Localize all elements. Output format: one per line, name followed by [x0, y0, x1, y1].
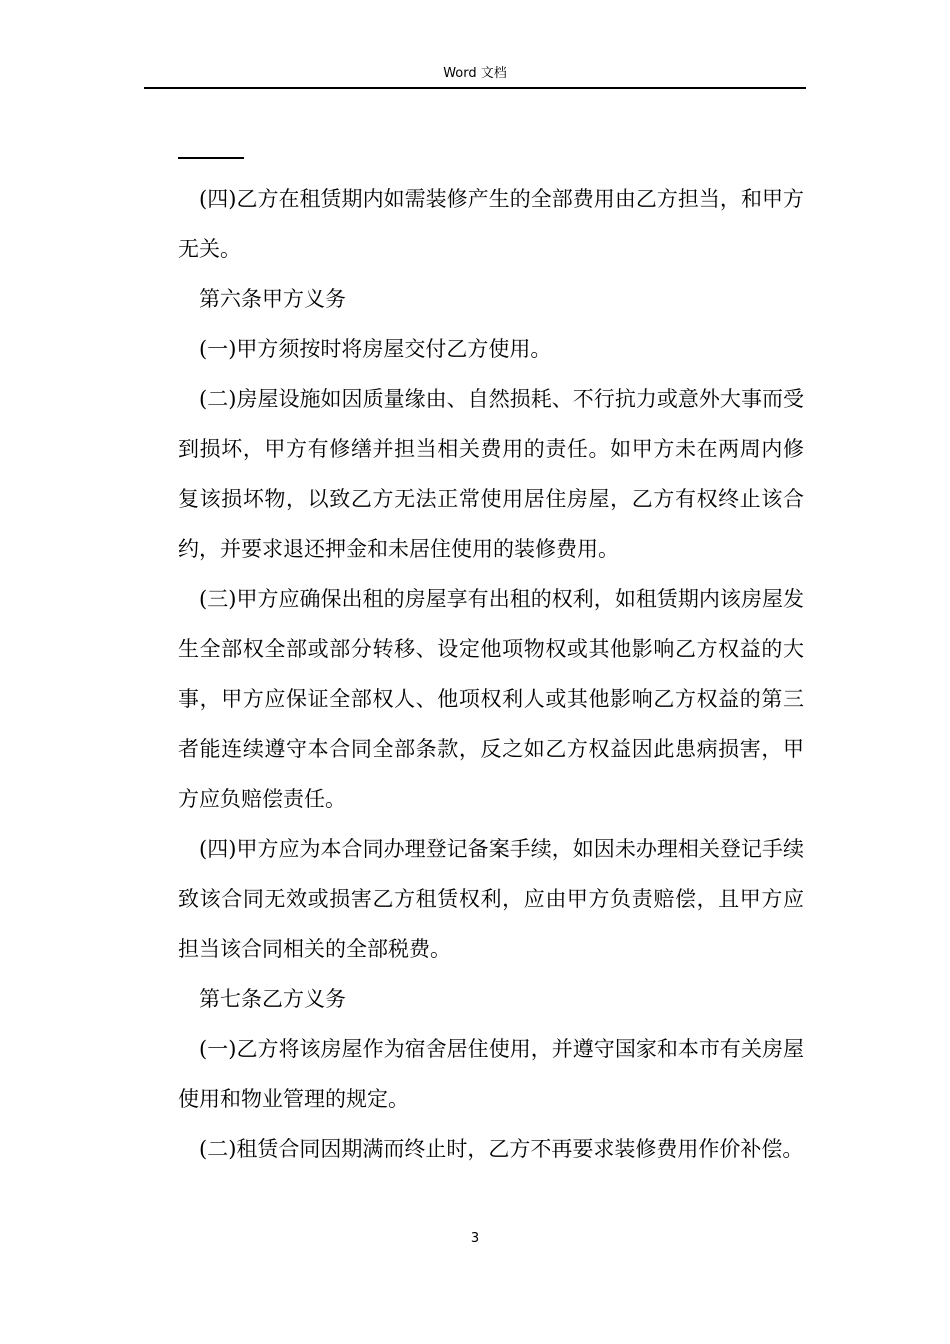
paragraph-clause-1-delivery: (一)甲方须按时将房屋交付乙方使用。 [199, 337, 552, 361]
paragraph-clause-1-dormitory-use: (一)乙方将该房屋作为宿舍居住使用，并遵守国家和本市有关房屋使用和物业管理的规定。 [178, 1037, 804, 1111]
paragraph-clause-3-rental-rights: (三)甲方应确保出租的房屋享有出租的权利，如租赁期内该房屋发生全部权全部或部分转移、设定他项物权或其他影响乙方权益的大事，甲方应保证全部权人、他项权利人或其他影响乙方权益的第三者能连续遵守本合同全部条款，反之如乙方权益因此患病损害，甲方应负赔偿责任。 [178, 587, 804, 811]
paragraph-clause-4-registration: (四)甲方应为本合同办理登记备案手续，如因未办理相关登记手续致该合同无效或损害乙方租赁权利，应由甲方负责赔偿，且甲方应担当该合同相关的全部税费。 [178, 837, 804, 961]
heading-article-7: 第七条乙方义务 [199, 987, 346, 1011]
document-body [178, 174, 804, 1174]
heading-article-6: 第六条甲方义务 [199, 287, 346, 311]
paragraph-clause-2-expiry: (二)租赁合同因期满而终止时，乙方不再要求装修费用作价补偿。 [199, 1137, 804, 1161]
header-title: Word 文档 [443, 66, 507, 81]
paragraph-clause-4-lessee-renovation: (四)乙方在租赁期内如需装修产生的全部费用由乙方担当，和甲方无关。 [178, 187, 804, 261]
header-divider [144, 87, 806, 89]
blank-fill-line [178, 157, 244, 159]
paragraph-clause-2-repairs: (二)房屋设施如因质量缘由、自然损耗、不行抗力或意外大事而受到损坏，甲方有修缮并担当相关费用的责任。如甲方未在两周内修复该损坏物，以致乙方无法正常使用居住房屋，乙方有权终止该合约，并要求退还押金和未居住使用的装修费用。 [178, 387, 804, 561]
page-number: 3 [470, 1231, 480, 1246]
